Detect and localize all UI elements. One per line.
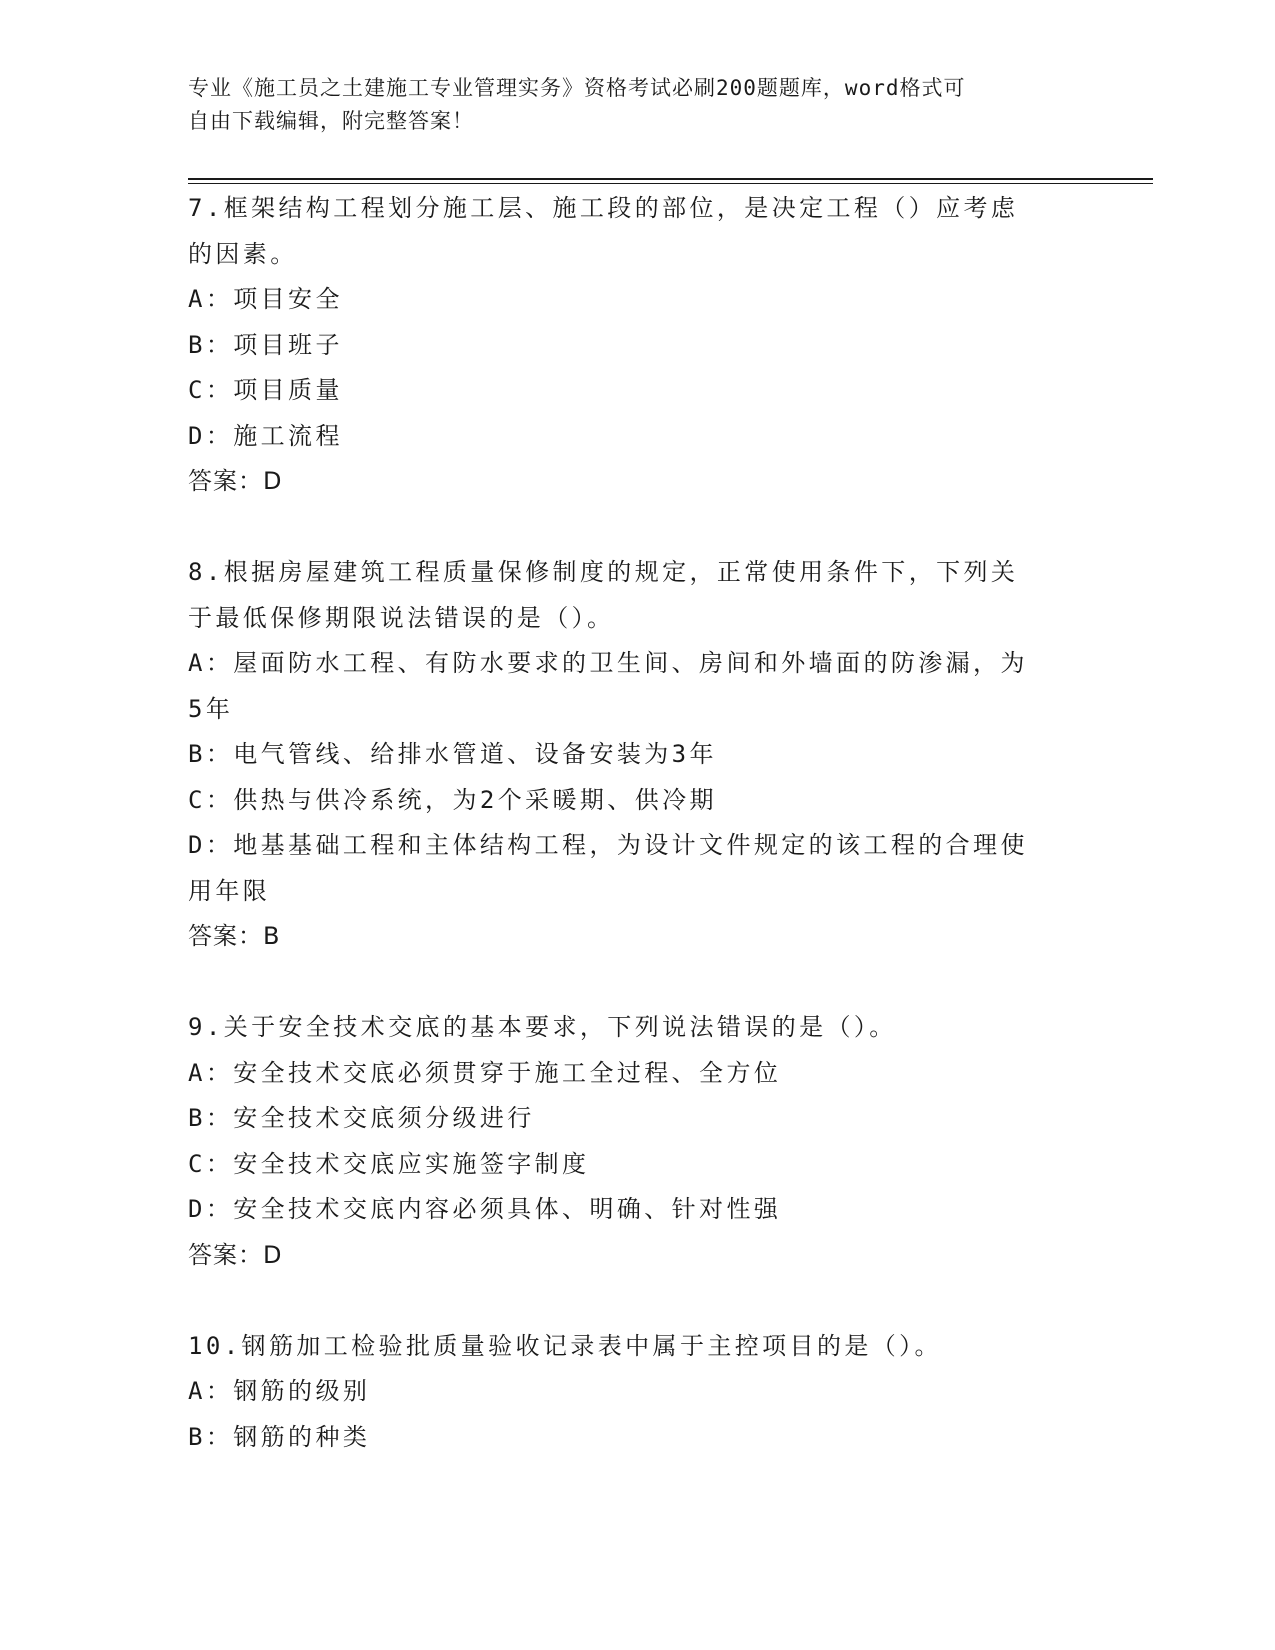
answer: 答案：D <box>188 1240 283 1269</box>
question-list <box>188 186 1088 1506</box>
header-line: 自由下载编辑，附完整答案！ <box>188 109 474 133</box>
option-b: B：钢筋的种类 <box>188 1422 371 1451</box>
question-8 <box>188 550 1088 960</box>
question-stem: 10.钢筋加工检验批质量验收记录表中属于主控项目的是（）。 <box>188 1331 942 1360</box>
option-b: B：电气管线、给排水管道、设备安装为3年 <box>188 740 717 768</box>
option-d-cont: 用年限 <box>188 876 271 905</box>
answer: 答案：D <box>188 467 283 495</box>
question-9 <box>188 1005 1088 1278</box>
answer: 答案：B <box>188 922 281 950</box>
header-rule <box>188 178 1153 180</box>
option-d: D：地基基础工程和主体结构工程，为设计文件规定的该工程的合理使 <box>188 831 1028 859</box>
option-c: C：供热与供冷系统，为2个采暖期、供冷期 <box>188 785 717 814</box>
question-stem: 7.框架结构工程划分施工层、施工段的部位，是决定工程（）应考虑 <box>188 194 1019 222</box>
option-a: A：钢筋的级别 <box>188 1377 371 1405</box>
question-stem: 9.关于安全技术交底的基本要求，下列说法错误的是（）。 <box>188 1013 897 1041</box>
header-line: 专业《施工员之土建施工专业管理实务》资格考试必刷200题题库，word格式可 <box>188 76 966 100</box>
option-a: A：项目安全 <box>188 285 343 313</box>
question-7 <box>188 186 1088 505</box>
option-d: D：施工流程 <box>188 421 343 450</box>
option-a-cont: 5年 <box>188 694 234 723</box>
option-c: C：项目质量 <box>188 376 343 404</box>
question-stem: 的因素。 <box>188 239 298 268</box>
question-stem: 于最低保修期限说法错误的是（）。 <box>188 603 615 632</box>
option-b: B：安全技术交底须分级进行 <box>188 1104 535 1132</box>
option-a: A：安全技术交底必须贯穿于施工全过程、全方位 <box>188 1058 782 1087</box>
option-c: C：安全技术交底应实施签字制度 <box>188 1149 590 1178</box>
document-header <box>188 72 1088 138</box>
option-a: A：屋面防水工程、有防水要求的卫生间、房间和外墙面的防渗漏，为 <box>188 649 1028 677</box>
option-b: B：项目班子 <box>188 330 343 359</box>
option-d: D：安全技术交底内容必须具体、明确、针对性强 <box>188 1195 782 1223</box>
header-rule-thin <box>188 183 1153 184</box>
question-stem: 8.根据房屋建筑工程质量保修制度的规定，正常使用条件下，下列关 <box>188 558 1019 586</box>
question-10 <box>188 1324 1088 1461</box>
